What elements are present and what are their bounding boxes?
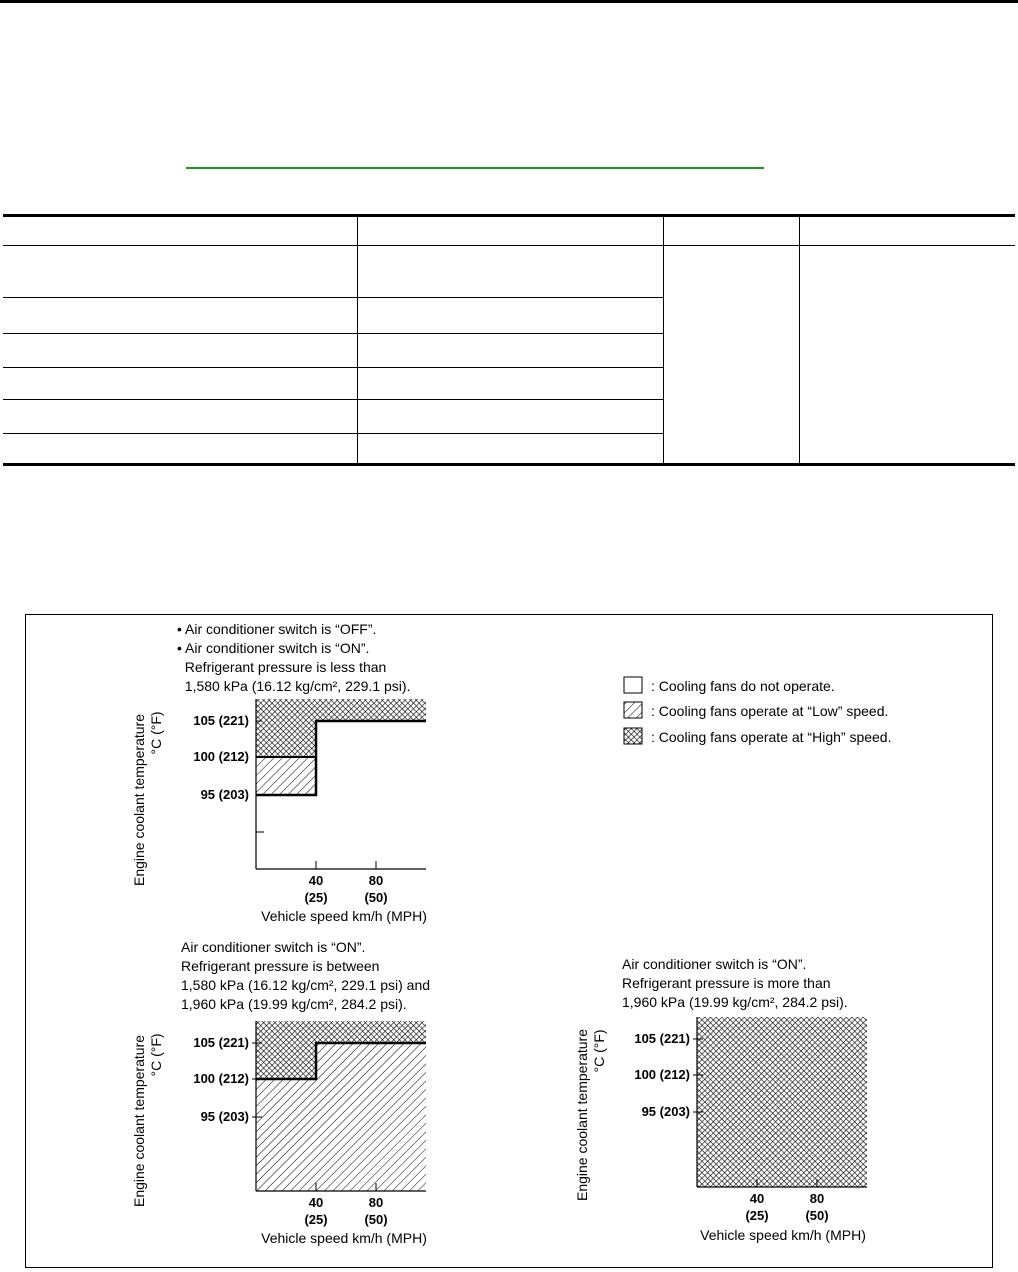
chart-1-note: Refrigerant pressure is less than <box>177 659 387 675</box>
chart-1-y-tick-label: 105 (221) <box>193 713 249 728</box>
chart-2-x-tick-label: 40 <box>308 1195 324 1210</box>
chart-3-x-tick-sublabel: (25) <box>745 1208 769 1223</box>
chart-2-y-axis-unit: °C (°F) <box>148 1033 164 1077</box>
legend <box>624 677 891 745</box>
table-cell <box>357 334 663 368</box>
legend-swatch-none <box>624 677 642 693</box>
chart-2-x-axis-label: Vehicle speed km/h (MPH) <box>261 1230 427 1246</box>
table-cell <box>3 368 357 400</box>
chart-2 <box>131 939 430 1246</box>
chart-3-y-tick-label: 105 (221) <box>634 1031 690 1046</box>
chart-2-high-region-wide <box>256 1021 426 1043</box>
chart-2-y-tick-label: 95 (203) <box>200 1109 249 1124</box>
table-cell-merged <box>799 246 1015 465</box>
chart-2-x-tick-sublabel: (50) <box>364 1212 388 1227</box>
chart-2-note: 1,960 kPa (19.99 kg/cm², 284.2 psi). <box>181 996 407 1012</box>
chart-3-y-axis-unit: °C (°F) <box>591 1029 607 1073</box>
chart-3-x-tick-sublabel: (50) <box>805 1208 829 1223</box>
chart-3-y-tick-label: 100 (212) <box>634 1067 690 1082</box>
spec-table <box>3 214 1015 466</box>
chart-2-x-tick-sublabel: (25) <box>304 1212 328 1227</box>
legend-swatch-hatch <box>624 702 642 718</box>
table-header-row <box>3 216 1015 246</box>
chart-1-notes <box>177 621 410 694</box>
table-cell <box>3 298 357 334</box>
chart-1-x-tick-sublabel: (25) <box>304 890 328 905</box>
table-row <box>3 246 1015 298</box>
legend-swatch-crosshatch <box>624 728 642 744</box>
chart-1-x-axis-label: Vehicle speed km/h (MPH) <box>261 908 427 924</box>
table-cell <box>357 298 663 334</box>
cooling-fan-figure <box>25 614 993 1268</box>
chart-3-note: Refrigerant pressure is more than <box>622 975 831 991</box>
chart-3-x-tick-label: 80 <box>809 1191 825 1206</box>
figure-canvas <box>26 615 992 1267</box>
chart-2-notes <box>181 939 430 1012</box>
chart-1-y-tick-label: 100 (212) <box>193 749 249 764</box>
chart-1-y-tick-label: 95 (203) <box>200 787 249 802</box>
table-cell <box>3 400 357 434</box>
chart-1-high-region-wide <box>256 699 426 721</box>
legend-label: : Cooling fans do not operate. <box>651 678 835 694</box>
chart-2-note: 1,580 kPa (16.12 kg/cm², 229.1 psi) and <box>181 977 431 993</box>
table-cell <box>3 434 357 465</box>
chart-3-notes <box>622 956 848 1010</box>
table-cell <box>357 368 663 400</box>
chart-3-x-axis-label: Vehicle speed km/h (MPH) <box>700 1227 866 1243</box>
table-header-cell <box>663 216 799 246</box>
table-header-cell <box>799 216 1015 246</box>
legend-label: : Cooling fans operate at “Low” speed. <box>651 703 889 719</box>
chart-2-note: Air conditioner switch is “ON”. <box>181 939 366 955</box>
table-cell <box>357 434 663 465</box>
chart-1-note: 1,580 kPa (16.12 kg/cm², 229.1 psi). <box>177 678 411 694</box>
table-cell <box>3 246 357 298</box>
table-cell-merged <box>663 246 799 465</box>
table-cell <box>357 400 663 434</box>
chart-1-x-tick-sublabel: (50) <box>364 890 388 905</box>
chart-3 <box>574 956 867 1243</box>
chart-3-y-axis-label: Engine coolant temperature <box>574 1029 590 1201</box>
chart-2-high-region-low-speed <box>256 1043 316 1079</box>
section-link-underline[interactable] <box>186 167 764 169</box>
chart-3-x-tick-label: 40 <box>749 1191 765 1206</box>
chart-2-y-tick-label: 105 (221) <box>193 1035 249 1050</box>
chart-1 <box>131 621 427 924</box>
chart-2-y-axis-label: Engine coolant temperature <box>131 1035 147 1207</box>
chart-1-x-tick-label: 40 <box>308 873 324 888</box>
chart-3-high-region <box>697 1017 867 1187</box>
table-header-cell <box>3 216 357 246</box>
chart-2-x-tick-label: 80 <box>368 1195 384 1210</box>
chart-1-low-region <box>256 757 316 795</box>
table-cell <box>3 334 357 368</box>
chart-2-note: Refrigerant pressure is between <box>181 958 380 974</box>
table-cell <box>357 246 663 298</box>
table-header-cell <box>357 216 663 246</box>
chart-1-x-tick-label: 80 <box>368 873 384 888</box>
chart-3-note: Air conditioner switch is “ON”. <box>622 956 807 972</box>
chart-1-high-region-low-speed <box>256 721 316 757</box>
chart-2-y-tick-label: 100 (212) <box>193 1071 249 1086</box>
legend-label: : Cooling fans operate at “High” speed. <box>651 729 892 745</box>
chart-1-note: • Air conditioner switch is “OFF”. <box>177 621 377 637</box>
chart-1-note: • Air conditioner switch is “ON”. <box>177 640 370 656</box>
top-rule <box>0 0 1018 3</box>
chart-3-note: 1,960 kPa (19.99 kg/cm², 284.2 psi). <box>622 994 848 1010</box>
chart-1-y-axis-unit: °C (°F) <box>148 711 164 755</box>
chart-3-y-tick-label: 95 (203) <box>641 1104 690 1119</box>
chart-1-y-axis-label: Engine coolant temperature <box>131 714 147 886</box>
